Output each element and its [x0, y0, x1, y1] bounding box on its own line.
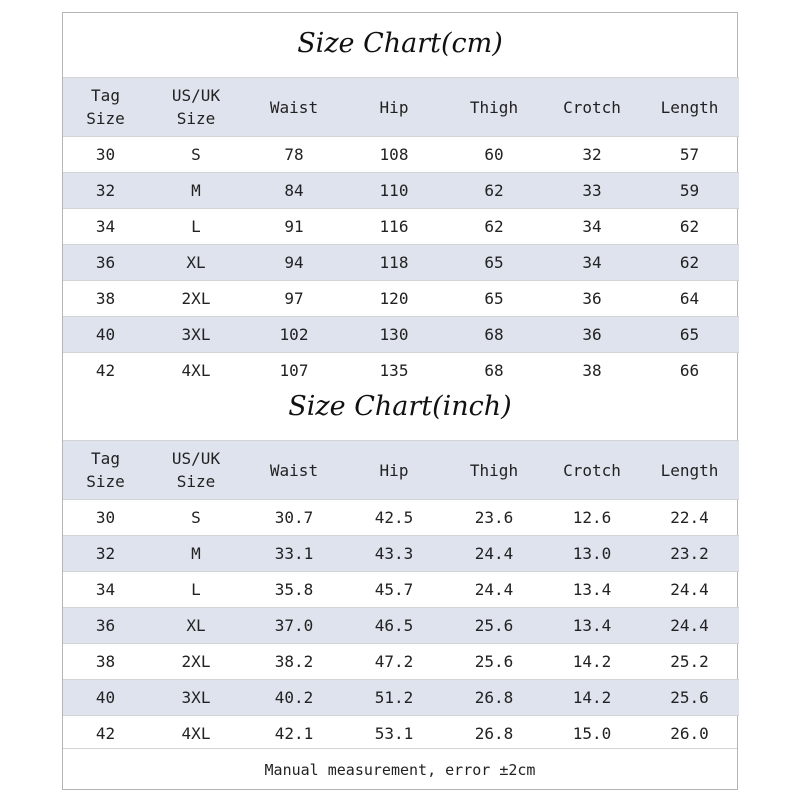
table-row	[63, 644, 739, 680]
table-cell: 14.2	[544, 680, 640, 716]
column-header-line: Tag	[91, 449, 120, 468]
table-cell: 22.4	[640, 500, 739, 536]
table-cell: 62	[640, 245, 739, 281]
table-cell: 36	[544, 317, 640, 353]
column-header-line: Hip	[379, 97, 409, 117]
table-cell: 118	[344, 245, 444, 281]
table-row	[63, 281, 739, 317]
column-header	[244, 441, 344, 500]
table-cell: 30	[63, 500, 148, 536]
column-header-line: Tag	[91, 86, 120, 105]
column-header-line: Waist	[269, 460, 319, 480]
table-cell: M	[148, 536, 244, 572]
table-cell: 62	[444, 173, 544, 209]
table-cell: 45.7	[344, 572, 444, 608]
cm-chart-title: Size Chart(cm)	[297, 28, 503, 59]
table-cell: 97	[244, 281, 344, 317]
table-cell: 23.2	[640, 536, 739, 572]
table-cell: XL	[148, 608, 244, 644]
column-header-line: Crotch	[563, 460, 621, 480]
table-cell: S	[148, 500, 244, 536]
table-cell: 37.0	[244, 608, 344, 644]
column-header	[444, 441, 544, 500]
table-cell: 94	[244, 245, 344, 281]
table-cell: 38	[63, 644, 148, 680]
table-cell: 66	[640, 353, 739, 389]
table-cell: 24.4	[640, 608, 739, 644]
table-cell: 47.2	[344, 644, 444, 680]
table-cell: 91	[244, 209, 344, 245]
column-header	[148, 441, 244, 500]
table-cell: 25.6	[444, 644, 544, 680]
table-cell: 36	[63, 608, 148, 644]
table-cell: 120	[344, 281, 444, 317]
column-header	[148, 78, 244, 137]
table-cell: 42	[63, 716, 148, 752]
column-header	[640, 78, 739, 137]
table-cell: 57	[640, 137, 739, 173]
table-cell: 4XL	[148, 716, 244, 752]
table-cell: 26.0	[640, 716, 739, 752]
table-row	[63, 680, 739, 716]
cm-size-table	[63, 77, 739, 388]
table-cell: 25.6	[444, 608, 544, 644]
table-row	[63, 209, 739, 245]
table-cell: 42.5	[344, 500, 444, 536]
table-cell: 110	[344, 173, 444, 209]
column-header	[444, 78, 544, 137]
column-header-line: Size	[86, 109, 125, 128]
table-cell: 4XL	[148, 353, 244, 389]
table-cell: 13.4	[544, 572, 640, 608]
table-cell: 68	[444, 353, 544, 389]
table-cell: 26.8	[444, 680, 544, 716]
table-cell: 107	[244, 353, 344, 389]
column-header-line: Length	[660, 97, 719, 117]
table-cell: 33.1	[244, 536, 344, 572]
table-cell: 24.4	[444, 572, 544, 608]
table-cell: 24.4	[444, 536, 544, 572]
table-cell: 40	[63, 317, 148, 353]
column-header-line: Size	[176, 109, 216, 128]
table-cell: 30	[63, 137, 148, 173]
table-cell: 43.3	[344, 536, 444, 572]
table-cell: 24.4	[640, 572, 739, 608]
table-cell: 13.0	[544, 536, 640, 572]
column-header-line: US/UK	[171, 449, 221, 468]
table-cell: 65	[444, 245, 544, 281]
table-cell: L	[148, 572, 244, 608]
table-row	[63, 716, 739, 752]
table-cell: 3XL	[148, 680, 244, 716]
table-cell: 102	[244, 317, 344, 353]
table-cell: 34	[544, 245, 640, 281]
header-row	[63, 441, 739, 500]
table-cell: 53.1	[344, 716, 444, 752]
table-cell: 36	[63, 245, 148, 281]
column-header	[344, 78, 444, 137]
table-row	[63, 245, 739, 281]
column-header	[63, 441, 148, 500]
table-cell: 35.8	[244, 572, 344, 608]
table-cell: M	[148, 173, 244, 209]
table-cell: 25.6	[640, 680, 739, 716]
table-row	[63, 500, 739, 536]
table-cell: 32	[63, 536, 148, 572]
table-cell: 51.2	[344, 680, 444, 716]
column-header	[544, 441, 640, 500]
table-cell: 59	[640, 173, 739, 209]
table-cell: 78	[244, 137, 344, 173]
table-cell: 15.0	[544, 716, 640, 752]
table-cell: 40.2	[244, 680, 344, 716]
table-cell: 25.2	[640, 644, 739, 680]
column-header	[63, 78, 148, 137]
table-cell: 46.5	[344, 608, 444, 644]
table-cell: 2XL	[148, 644, 244, 680]
table-cell: 3XL	[148, 317, 244, 353]
table-cell: 12.6	[544, 500, 640, 536]
table-cell: 38	[63, 281, 148, 317]
table-row	[63, 137, 739, 173]
table-cell: 14.2	[544, 644, 640, 680]
column-header-line: Waist	[269, 97, 319, 117]
column-header-line: Hip	[379, 460, 409, 480]
table-cell: XL	[148, 245, 244, 281]
measurement-note: Manual measurement, error ±2cm	[63, 748, 737, 791]
table-row	[63, 173, 739, 209]
column-header-line: US/UK	[171, 86, 221, 105]
column-header	[640, 441, 739, 500]
table-cell: 65	[444, 281, 544, 317]
table-cell: 108	[344, 137, 444, 173]
table-cell: 42.1	[244, 716, 344, 752]
column-header	[544, 78, 640, 137]
table-row	[63, 317, 739, 353]
table-row	[63, 353, 739, 389]
table-cell: 42	[63, 353, 148, 389]
table-cell: 30.7	[244, 500, 344, 536]
table-cell: 33	[544, 173, 640, 209]
column-header-line: Length	[660, 460, 719, 480]
table-cell: 38.2	[244, 644, 344, 680]
column-header	[244, 78, 344, 137]
inch-chart-title: Size Chart(inch)	[288, 391, 512, 422]
table-cell: 32	[544, 137, 640, 173]
table-cell: 64	[640, 281, 739, 317]
table-cell: 60	[444, 137, 544, 173]
column-header-line: Size	[86, 472, 125, 491]
table-cell: L	[148, 209, 244, 245]
table-cell: 34	[63, 209, 148, 245]
table-cell: 34	[544, 209, 640, 245]
table-cell: 13.4	[544, 608, 640, 644]
column-header-line: Thigh	[469, 460, 519, 480]
table-cell: 26.8	[444, 716, 544, 752]
inch-size-table	[63, 440, 739, 751]
table-cell: 84	[244, 173, 344, 209]
table-cell: 32	[63, 173, 148, 209]
table-cell: 34	[63, 572, 148, 608]
table-row	[63, 608, 739, 644]
column-header-line: Thigh	[469, 97, 519, 117]
table-row	[63, 536, 739, 572]
table-cell: 62	[444, 209, 544, 245]
table-cell: 40	[63, 680, 148, 716]
table-cell: 36	[544, 281, 640, 317]
table-cell: 38	[544, 353, 640, 389]
header-row	[63, 78, 739, 137]
table-cell: S	[148, 137, 244, 173]
table-cell: 130	[344, 317, 444, 353]
table-cell: 62	[640, 209, 739, 245]
table-cell: 68	[444, 317, 544, 353]
column-header	[344, 441, 444, 500]
table-cell: 65	[640, 317, 739, 353]
column-header-line: Size	[176, 472, 216, 491]
table-cell: 2XL	[148, 281, 244, 317]
table-cell: 116	[344, 209, 444, 245]
table-row	[63, 572, 739, 608]
column-header-line: Crotch	[563, 97, 621, 117]
table-cell: 23.6	[444, 500, 544, 536]
size-chart	[62, 12, 738, 790]
table-cell: 135	[344, 353, 444, 389]
